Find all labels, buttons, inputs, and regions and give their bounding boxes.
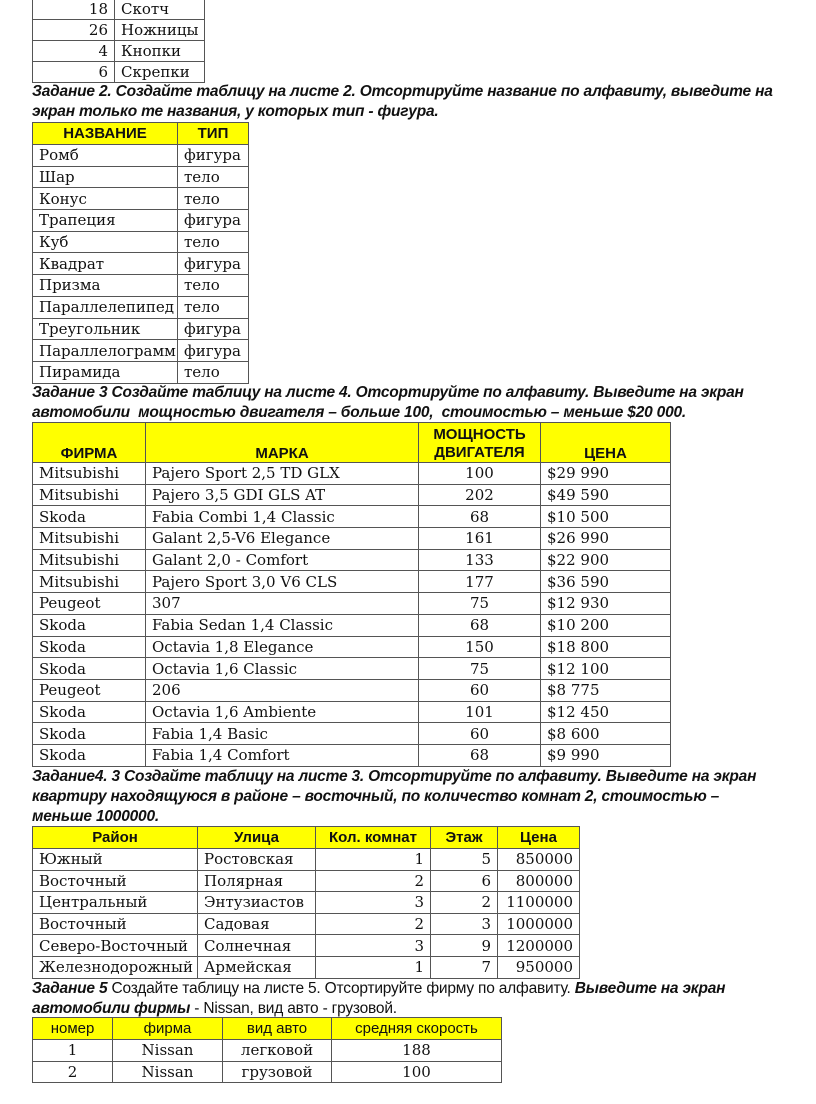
table-row: Mitsubishi Pajero Sport 3,0 V6 CLS 177 $36 590 <box>33 571 671 593</box>
table-row: Восточный Садовая 2 3 1000000 <box>33 913 580 935</box>
table-row: Шар тело <box>33 166 249 188</box>
table-row: 1 Nissan легковой 188 <box>33 1040 502 1062</box>
task4-text: Задание4. 3 Создайте таблицу на листе 3. Отсортируйте по алфавиту. Выведите на экран квартиру находящуюся в районе – восточный, по количество комнат 2, стоимостью – меньше 1000000. <box>32 768 757 825</box>
table-header: номер фирма вид авто средняя скорость <box>33 1018 502 1040</box>
table-row: Северо-Восточный Солнечная 3 9 1200000 <box>33 935 580 957</box>
table-row: Параллелограмм фигура <box>33 340 249 362</box>
task5-text: Задание 5 Создайте таблицу на листе 5. Отсортируйте фирму по алфавиту. Выведите на экран автомобили фирмы - Nissan, вид авто - грузовой. <box>32 980 726 1017</box>
table-row: Конус тело <box>33 188 249 210</box>
table-row: Южный Ростовская 1 5 850000 <box>33 849 580 871</box>
task3-text: Задание 3 Создайте таблицу на листе 4. Отсортируйте по алфавиту. Выведите на экран автомобили мощностью двигателя – больше 100, стоимостью – меньше $20 000. <box>32 384 744 421</box>
power-header: МОЩНОСТЬ ДВИГАТЕЛЯ <box>419 423 541 463</box>
table-row: Skoda Fabia Sedan 1,4 Classic 68 $10 200 <box>33 614 671 636</box>
table-row: Skoda Octavia 1,6 Classic 75 $12 100 <box>33 658 671 680</box>
table-row: Mitsubishi Pajero 3,5 GDI GLS AT 202 $49 590 <box>33 484 671 506</box>
table-row: Призма тело <box>33 275 249 297</box>
table-row: Ромб фигура <box>33 145 249 167</box>
apartments-table <box>32 826 580 979</box>
table-row: Mitsubishi Galant 2,0 - Comfort 133 $22 900 <box>33 549 671 571</box>
table-row: Центральный Энтузиастов 3 2 1100000 <box>33 892 580 914</box>
table-row: Треугольник фигура <box>33 318 249 340</box>
table-row: Куб тело <box>33 231 249 253</box>
task2-text: Задание 2. Создайте таблицу на листе 2. Отсортируйте название по алфавиту, выведите на экран только те названия, у которых тип - фигура. <box>32 83 773 120</box>
table-row: 6 Скрепки <box>33 62 205 83</box>
supplies-table <box>32 0 205 83</box>
table-row: Skoda Fabia 1,4 Basic 60 $8 600 <box>33 723 671 745</box>
table-row: Железнодорожный Армейская 1 7 950000 <box>33 956 580 978</box>
nissan-table <box>32 1017 502 1083</box>
cars-table <box>32 422 671 767</box>
table-row: Skoda Octavia 1,8 Elegance 150 $18 800 <box>33 636 671 658</box>
table-row: Skoda Fabia Combi 1,4 Classic 68 $10 500 <box>33 506 671 528</box>
table-row: Параллелепипед тело <box>33 296 249 318</box>
table-header: ФИРМА МАРКА МОЩНОСТЬ ДВИГАТЕЛЯ ЦЕНА <box>33 423 671 463</box>
table-row: Квадрат фигура <box>33 253 249 275</box>
table-row: 26 Ножницы <box>33 20 205 41</box>
table-row: 18 Скотч <box>33 0 205 20</box>
table-row: Skoda Fabia 1,4 Comfort 68 $9 990 <box>33 744 671 766</box>
table-row: Peugeot 307 75 $12 930 <box>33 593 671 615</box>
table-row: Трапеция фигура <box>33 210 249 232</box>
table-row: 2 Nissan грузовой 100 <box>33 1061 502 1083</box>
table-row: Skoda Octavia 1,6 Ambiente 101 $12 450 <box>33 701 671 723</box>
table-row: Peugeot 206 60 $8 775 <box>33 679 671 701</box>
shapes-table <box>32 122 249 384</box>
table-row: Восточный Полярная 2 6 800000 <box>33 870 580 892</box>
table-header: Район Улица Кол. комнат Этаж Цена <box>33 827 580 849</box>
table-row: Mitsubishi Galant 2,5-V6 Elegance 161 $26 990 <box>33 528 671 550</box>
table-row: Пирамида тело <box>33 361 249 383</box>
table-row: 4 Кнопки <box>33 41 205 62</box>
table-row: Mitsubishi Pajero Sport 2,5 TD GLX 100 $29 990 <box>33 463 671 485</box>
table-header: НАЗВАНИЕ ТИП <box>33 123 249 145</box>
